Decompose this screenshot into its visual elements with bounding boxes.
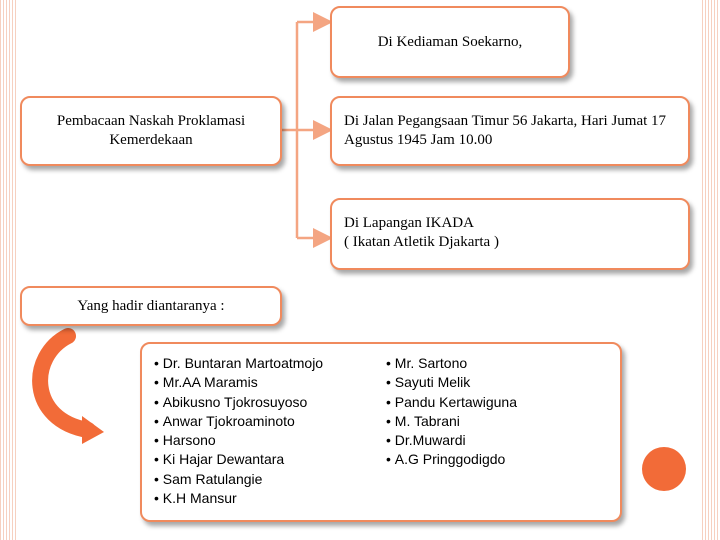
- attendee-item: • K.H Mansur: [154, 489, 323, 508]
- curved-arrow-head: [82, 416, 104, 444]
- attendees-heading: Yang hadir diantaranya :: [77, 297, 225, 314]
- attendee-item: • M. Tabrani: [386, 412, 517, 431]
- attendee-item: • Abikusno Tjokrosuyoso: [154, 393, 323, 412]
- attendee-item: • Harsono: [154, 431, 323, 450]
- branch-box-kediaman: [330, 6, 570, 78]
- branch-label-kediaman: Di Kediaman Soekarno,: [377, 33, 523, 50]
- attendees-box: [140, 342, 622, 522]
- root-label: Pembacaan Naskah Proklamasi Kemerdekaan: [56, 113, 246, 148]
- attendees-column-2: [386, 354, 517, 470]
- attendee-item: • Pandu Kertawiguna: [386, 393, 517, 412]
- branch-box-pegangsaan: [330, 96, 690, 166]
- attendee-item: • Ki Hajar Dewantara: [154, 450, 323, 469]
- attendee-item: • Anwar Tjokroaminoto: [154, 412, 323, 431]
- decorative-circle: [642, 447, 686, 491]
- branch-label-ikada-line2: ( Ikatan Atletik Djakarta ): [344, 234, 499, 250]
- attendee-item: • A.G Pringgodigdo: [386, 450, 517, 469]
- attendee-item: • Mr.AA Maramis: [154, 373, 323, 392]
- branch-box-ikada: [330, 198, 690, 270]
- attendee-item: • Mr. Sartono: [386, 354, 517, 373]
- curved-arrow: [40, 336, 88, 430]
- attendee-item: • Dr.Muwardi: [386, 431, 517, 450]
- branch-label-ikada-line1: Di Lapangan IKADA: [344, 215, 474, 231]
- attendee-item: • Dr. Buntaran Martoatmojo: [154, 354, 323, 373]
- root-box: [20, 96, 282, 166]
- attendee-item: • Sayuti Melik: [386, 373, 517, 392]
- attendee-item: • Sam Ratulangie: [154, 470, 323, 489]
- branch-label-pegangsaan: Di Jalan Pegangsaan Timur 56 Jakarta, Hari Jumat 17 Agustus 1945 Jam 10.00: [344, 113, 667, 148]
- attendees-column-1: [154, 354, 323, 508]
- attendees-heading-box: [20, 286, 282, 326]
